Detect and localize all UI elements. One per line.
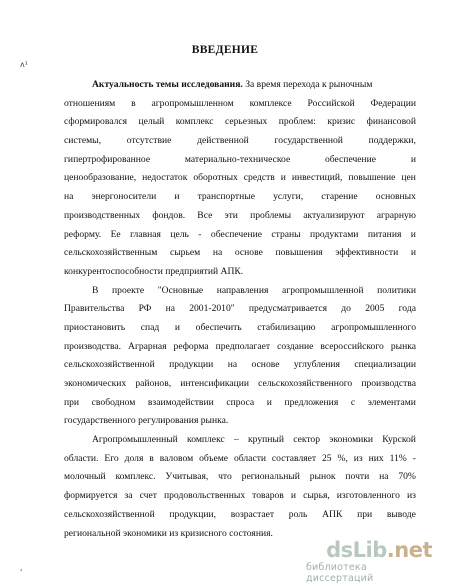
word: производства: [361, 378, 416, 389]
word: комплекс.: [115, 471, 156, 483]
margin-mark: ': [20, 568, 23, 577]
text-line: [64, 487, 416, 506]
word: питания: [367, 228, 402, 240]
text-line: [64, 431, 416, 450]
word: крупный: [247, 434, 284, 446]
text-line: [64, 263, 416, 282]
page-title: ВВЕДЕНИЕ: [191, 44, 259, 56]
word: доля: [124, 452, 144, 464]
word: 2001-2010": [189, 303, 235, 315]
watermark-logo-tld: net: [394, 538, 432, 562]
word: 2005: [365, 303, 385, 315]
text-span: государственного регулирования рынка.: [64, 415, 229, 427]
word: области.: [64, 452, 99, 464]
word: области: [233, 452, 267, 464]
word: гипертрофированное: [64, 153, 151, 165]
word: предполагает: [215, 340, 271, 352]
word: агропромышленном: [151, 97, 234, 109]
word: сырьем: [169, 247, 201, 259]
word: обеспечить: [195, 321, 242, 333]
word: агропромышленного: [331, 321, 416, 333]
word: роль: [288, 508, 308, 520]
word: на: [165, 303, 175, 315]
word: проблемы: [250, 209, 292, 221]
word: экономики: [329, 434, 374, 446]
text-line: [64, 226, 416, 245]
word: повышение: [348, 172, 396, 184]
word: средств: [243, 172, 275, 184]
word: производственных: [64, 209, 141, 221]
word: продукции,: [169, 508, 217, 520]
word: и: [174, 191, 180, 203]
text-line: [64, 338, 416, 357]
word: из: [353, 452, 363, 464]
word: на: [227, 359, 238, 371]
word: Его: [104, 452, 119, 464]
word: цен: [401, 172, 416, 184]
word: них: [368, 452, 384, 464]
word: на: [212, 247, 223, 259]
word: сельскохозяйственного: [258, 378, 353, 389]
word: политики: [377, 284, 416, 296]
word: углубления: [293, 359, 340, 371]
word: эти: [224, 209, 238, 221]
word: основе: [234, 247, 263, 259]
word: рынок: [309, 471, 336, 483]
word: в: [149, 452, 154, 464]
word: составляет: [271, 452, 317, 464]
word: финансовой: [366, 116, 416, 128]
word: при: [64, 396, 80, 408]
word: сельскохозяйственной: [64, 359, 155, 371]
word: эффективности: [335, 247, 399, 259]
text-span: региональной экономики из кризисного состояния.: [64, 527, 273, 539]
word: обеспечение: [210, 228, 262, 240]
word: "Основные: [157, 284, 204, 296]
word: Агропромышленный: [92, 434, 178, 446]
document-body: [64, 76, 416, 543]
word: реформу.: [64, 228, 102, 240]
word: интенсификации: [180, 378, 250, 389]
text-line: [64, 375, 416, 394]
word: на: [64, 191, 74, 203]
word: сектор: [293, 434, 321, 446]
word: ценообразование,: [64, 172, 137, 184]
word: Правительства: [64, 303, 125, 315]
word: кризис: [327, 116, 356, 128]
watermark-logo-main: dsLib: [326, 538, 387, 562]
word: при: [357, 508, 373, 520]
word: свободном: [91, 396, 136, 408]
word: за: [124, 490, 133, 502]
word: стабилизацию: [257, 321, 316, 333]
word: услуги,: [273, 191, 304, 203]
word: направления: [216, 284, 269, 296]
word: системы,: [64, 135, 102, 147]
margin-mark: ᴧ¹: [20, 60, 28, 69]
word: Аграрная: [128, 340, 167, 352]
word: в: [131, 97, 136, 109]
word: элементами: [367, 396, 416, 408]
word: продовольственных: [164, 490, 246, 502]
word: АПК: [322, 508, 343, 520]
word: –: [233, 434, 239, 446]
word: отношениям: [64, 97, 116, 109]
word: экономических: [64, 378, 127, 389]
word: почти: [345, 471, 370, 483]
word: на: [379, 471, 389, 483]
word: формируется: [64, 490, 118, 502]
word: обеспечение: [325, 153, 377, 165]
word: товаров: [252, 490, 284, 502]
word: 70%: [398, 471, 416, 483]
word: поддержки,: [368, 135, 416, 147]
text-line: [64, 356, 416, 375]
text-line: [64, 132, 416, 151]
section-heading: Актуальность темы исследования.: [92, 79, 243, 90]
word: главная: [130, 228, 161, 240]
word: 11%: [389, 452, 407, 464]
watermark-logo: [326, 538, 432, 562]
word: государственной: [274, 135, 343, 147]
text-span: конкурентоспособности предприятий АПК.: [64, 265, 244, 277]
word: сельскохозяйственным: [64, 247, 158, 259]
word: и: [174, 321, 181, 333]
text-line: [64, 95, 416, 114]
word: фондов.: [152, 209, 186, 221]
text-line: [64, 244, 416, 263]
word: В: [92, 284, 99, 296]
word: комплекс: [187, 434, 225, 446]
word: материально-техническое: [184, 153, 291, 165]
word: продукции: [169, 359, 214, 371]
word: Ее: [110, 228, 121, 240]
word: спроса: [226, 396, 255, 408]
word: выводе: [386, 508, 416, 520]
text-line: [64, 468, 416, 487]
word: Российской: [307, 97, 355, 109]
text-line: [64, 506, 416, 525]
word: и: [410, 247, 416, 259]
word: создание: [277, 340, 314, 352]
word: РФ: [138, 303, 152, 315]
word: районов,: [135, 378, 172, 389]
word: и: [410, 153, 416, 165]
word: взаимодействии: [147, 396, 214, 408]
word: оборотных: [193, 172, 238, 184]
word: счет: [139, 490, 157, 502]
word: старение: [321, 191, 358, 203]
word: комплекс: [175, 116, 214, 128]
dslib-watermark: [306, 538, 432, 584]
text-line: [64, 412, 416, 431]
text-line: [64, 300, 416, 319]
word: недостаток: [142, 172, 188, 184]
word: транспортные: [197, 191, 255, 203]
word: основных: [375, 191, 416, 203]
word: предусматривается: [248, 303, 328, 315]
word: производства.: [64, 340, 122, 352]
word: целый: [138, 116, 165, 128]
word: -: [412, 452, 416, 464]
text-line: [64, 282, 416, 301]
text-line: [64, 207, 416, 226]
word: всероссийского: [320, 340, 384, 352]
word: что: [218, 471, 232, 483]
word: Федерации: [370, 97, 416, 109]
word: энергоносители: [91, 191, 157, 203]
word: агропромышленной: [282, 284, 364, 296]
word: страны: [271, 228, 301, 240]
word: и: [290, 490, 297, 502]
word: аграрную: [376, 209, 416, 221]
word: возрастает: [230, 508, 275, 520]
word: специализации: [354, 359, 416, 371]
word: продуктами: [310, 228, 359, 240]
word: -: [198, 228, 202, 240]
text-line: [64, 319, 416, 338]
word: года: [398, 303, 416, 315]
watermark-subtitle: библиотека диссертаций: [306, 562, 374, 584]
text-line: [64, 151, 416, 170]
text-line: [64, 450, 416, 469]
word: 25: [322, 452, 332, 464]
word: рынка: [390, 340, 416, 352]
word: молочный: [64, 471, 106, 483]
word: повышения: [275, 247, 323, 259]
word: проекте: [112, 284, 145, 296]
text-line: [64, 188, 416, 207]
word: и: [410, 228, 416, 240]
word: валовом: [159, 452, 194, 464]
word: и: [266, 396, 272, 408]
watermark-logo-dot: .: [386, 538, 395, 562]
word: отсутствие: [126, 135, 172, 147]
word: Курской: [382, 434, 416, 446]
word: региональный: [241, 471, 300, 483]
word: сельскохозяйственной: [64, 508, 155, 520]
word: с: [350, 396, 356, 408]
word: до: [341, 303, 351, 315]
word: сырья,: [303, 490, 330, 502]
word: объеме: [199, 452, 229, 464]
word: серьезных: [224, 116, 268, 128]
text-line: [64, 169, 416, 188]
word: предложения: [284, 396, 339, 408]
word: приостановить: [64, 321, 126, 333]
word: инвестиций,: [291, 172, 343, 184]
word: изготовленного: [336, 490, 400, 502]
text-line: [64, 113, 416, 132]
word: проблем:: [278, 116, 316, 128]
word: Учитывая,: [165, 471, 209, 483]
word: Все: [197, 209, 213, 221]
word: реформа: [173, 340, 209, 352]
word: из: [407, 490, 416, 502]
text-line: [64, 394, 416, 413]
word: %,: [337, 452, 348, 464]
word: комплексе: [249, 97, 292, 109]
word: сформировался: [64, 116, 128, 128]
word: и: [280, 172, 286, 184]
text-span: За время перехода к рыночным: [242, 79, 373, 90]
word: основе: [251, 359, 280, 371]
word: цель: [170, 228, 189, 240]
word: спад: [140, 321, 160, 333]
word: актуализируют: [303, 209, 365, 221]
text-line: [64, 76, 416, 95]
word: действенной: [197, 135, 249, 147]
